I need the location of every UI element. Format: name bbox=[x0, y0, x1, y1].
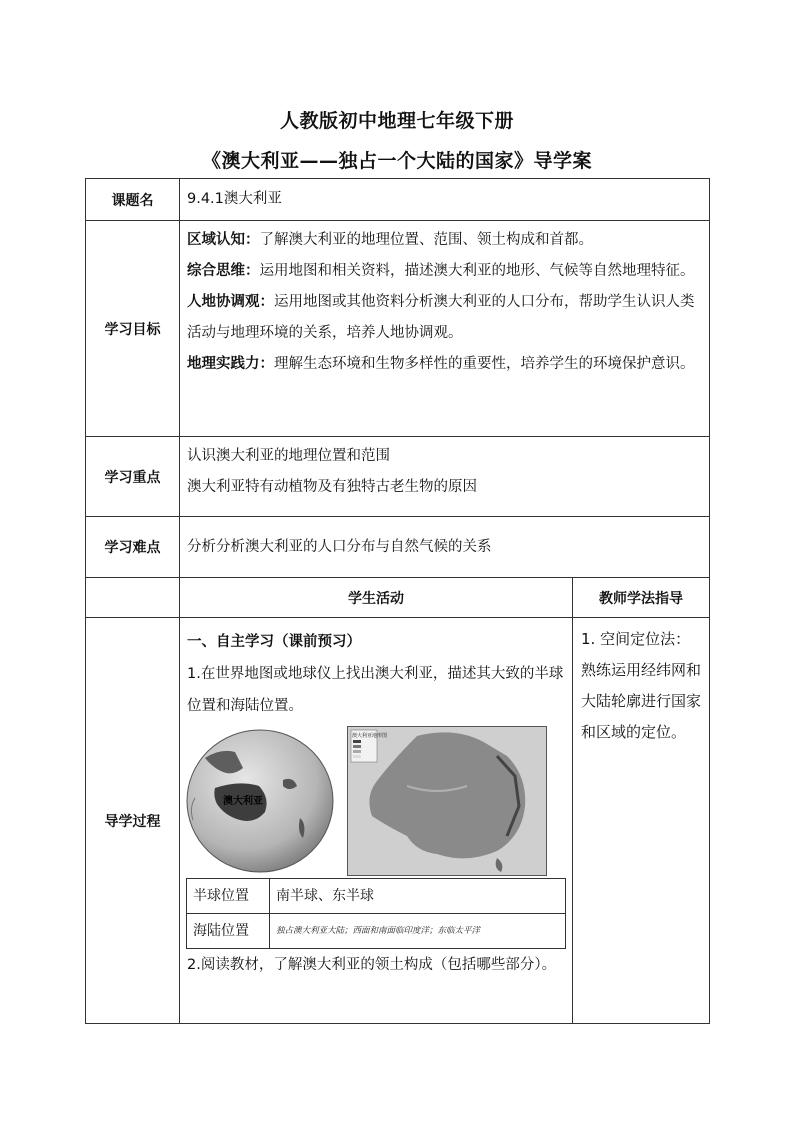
student-activity bbox=[180, 618, 573, 1024]
key-points-label: 学习重点 bbox=[86, 437, 180, 517]
topographic-map bbox=[347, 726, 547, 876]
title-line-1: 人教版初中地理七年级下册 bbox=[279, 110, 514, 132]
location-table bbox=[186, 878, 566, 949]
topic-label: 课题名 bbox=[86, 179, 180, 221]
header-guide: 教师学法指导 bbox=[573, 578, 710, 618]
teacher-guide: 1. 空间定位法：熟练运用经纬网和大陆轮廓进行国家和区域的定位。 bbox=[573, 618, 710, 1024]
section-heading: 一、自主学习（课前预习） bbox=[187, 634, 361, 650]
difficulty-label: 学习难点 bbox=[86, 517, 180, 578]
goal-item: 区域认知：了解澳大利亚的地理位置、范围、领土构成和首都。 bbox=[187, 232, 593, 248]
key-point-line: 认识澳大利亚的地理位置和范围 bbox=[187, 448, 390, 464]
lesson-table bbox=[85, 178, 710, 1024]
process-label: 导学过程 bbox=[86, 618, 180, 1024]
goal-item: 地理实践力：理解生态环境和生物多样性的重要性，培养学生的环境保护意识。 bbox=[187, 356, 695, 372]
difficulty-text: 分析分析澳大利亚的人口分布与自然气候的关系 bbox=[180, 517, 710, 578]
hemisphere-value: 南半球、东半球 bbox=[270, 879, 566, 914]
hemisphere-key: 半球位置 bbox=[187, 879, 270, 914]
map-legend: 澳大利亚地形图 bbox=[352, 733, 388, 739]
question-1: 1.在世界地图或地球仪上找出澳大利亚，描述其大致的半球位置和海陆位置。 bbox=[187, 666, 564, 714]
goals-content bbox=[180, 221, 710, 437]
globe-image bbox=[185, 728, 335, 874]
question-2: 2.阅读教材，了解澳大利亚的领土构成（包括哪些部分）。 bbox=[187, 957, 557, 973]
key-points-content bbox=[180, 437, 710, 517]
header-activity: 学生活动 bbox=[180, 578, 573, 618]
goal-item: 综合思维：运用地图和相关资料，描述澳大利亚的地形、气候等自然地理特征。 bbox=[187, 263, 695, 279]
globe-label: 澳大利亚 bbox=[223, 796, 263, 807]
land-sea-value: 独占澳大利亚大陆；西面和南面临印度洋；东临太平洋 bbox=[270, 914, 566, 949]
title-line-2: 《澳大利亚——独占一个大陆的国家》导学案 bbox=[201, 150, 592, 172]
goal-item: 人地协调观：运用地图或其他资料分析澳大利亚的人口分布，帮助学生认识人类活动与地理环境的关系，培养人地协调观。 bbox=[187, 294, 695, 341]
topic-value: 9.4.1澳大利亚 bbox=[180, 179, 710, 221]
header-blank bbox=[86, 578, 180, 618]
key-point-line: 澳大利亚特有动植物及有独特古老生物的原因 bbox=[187, 479, 477, 495]
land-sea-key: 海陆位置 bbox=[187, 914, 270, 949]
goals-label: 学习目标 bbox=[86, 221, 180, 437]
figures bbox=[185, 726, 565, 876]
